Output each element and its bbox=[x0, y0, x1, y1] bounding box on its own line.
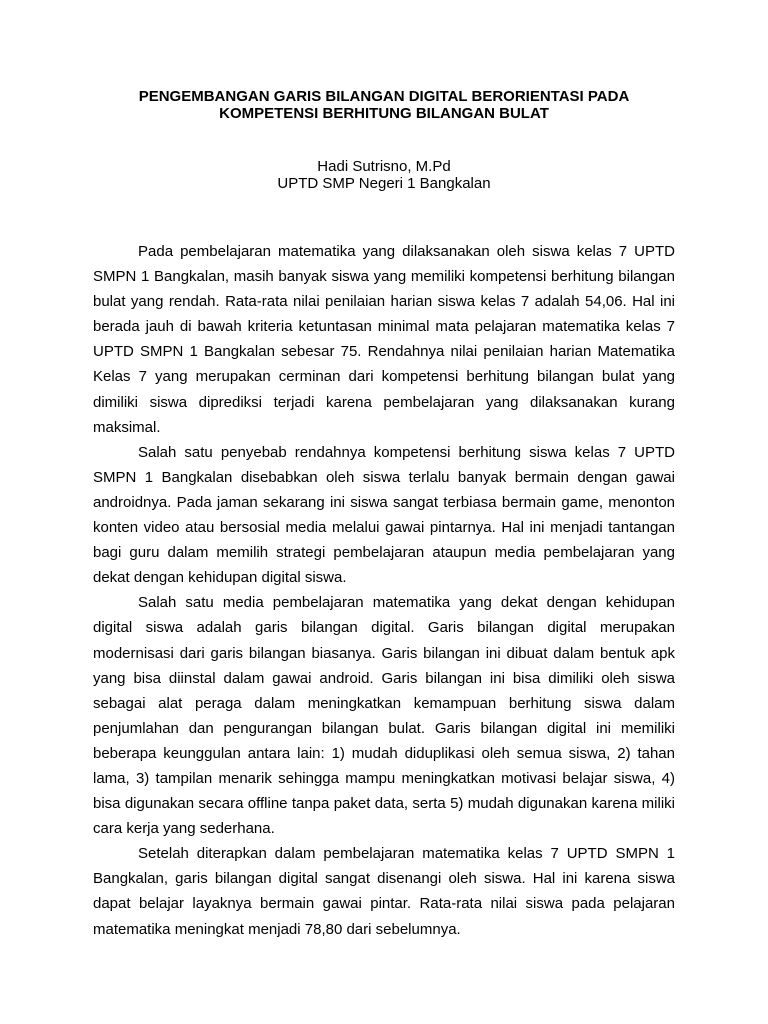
paper-title-line-1: PENGEMBANGAN GARIS BILANGAN DIGITAL BERORIENTASI PADA bbox=[138, 88, 630, 105]
document-page bbox=[93, 0, 675, 942]
body-paragraph-4: Setelah diterapkan dalam pembelajaran matematika kelas 7 UPTD SMPN 1 Bangkalan, garis bilangan digital sangat disenangi oleh siswa. Hal ini karena siswa dapat belajar layaknya bermain gawai pintar. Rata-rata nilai siswa pada pelajaran matematika meningkat menjadi 78,80 dari sebelumnya. bbox=[93, 845, 675, 938]
paper-body bbox=[93, 239, 675, 942]
body-paragraph-3: Salah satu media pembelajaran matematika yang dekat dengan kehidupan digital siswa adalah garis bilangan digital. Garis bilangan digital merupakan modernisasi dari garis bilangan biasanya. Garis bilangan ini dibuat dalam bentuk apk yang bisa diinstal dalam gawai android. Garis bilangan ini bisa dimiliki oleh siswa sebagai alat peraga dalam meningkatkan kemampuan berhitung siswa dalam penjumlahan dan pengurangan bilangan bulat. Garis bilangan digital ini memiliki beberapa keunggulan antara lain: 1) mudah diduplikasi oleh semua siswa, 2) tahan lama, 3) tampilan menarik sehingga mampu meningkatkan motivasi belajar siswa, 4) bisa digunakan secara offline tanpa paket data, serta 5) mudah digunakan karena miliki cara kerja yang sederhana. bbox=[93, 594, 675, 838]
paper-title-line-2: KOMPETENSI BERHITUNG BILANGAN BULAT bbox=[219, 105, 549, 122]
body-paragraph-2: Salah satu penyebab rendahnya kompetensi berhitung siswa kelas 7 UPTD SMPN 1 Bangkalan disebabkan oleh siswa terlalu banyak bermain dengan gawai androidnya. Pada jaman sekarang ini siswa sangat terbiasa bermain game, menonton konten video atau bersosial media melalui gawai pintarnya. Hal ini menjadi tantangan bagi guru dalam memilih strategi pembelajaran ataupun media pembelajaran yang dekat dengan kehidupan digital siswa. bbox=[93, 443, 675, 587]
author-block bbox=[93, 158, 675, 192]
paper-title bbox=[93, 88, 675, 122]
body-paragraph-1: Pada pembelajaran matematika yang dilaksanakan oleh siswa kelas 7 UPTD SMPN 1 Bangkalan, masih banyak siswa yang memiliki kompetensi berhitung bilangan bulat yang rendah. Rata-rata nilai penilaian harian siswa kelas 7 adalah 54,06. Hal ini berada jauh di bawah kriteria ketuntasan minimal mata pelajaran matematika kelas 7 UPTD SMPN 1 Bangkalan sebesar 75. Rendahnya nilai penilaian harian Matematika Kelas 7 yang merupakan cerminan dari kompetensi berhitung bilangan bulat yang dimiliki siswa diprediksi terjadi karena pembelajaran yang dilaksanakan kurang maksimal. bbox=[93, 243, 675, 436]
author-name: Hadi Sutrisno, M.Pd bbox=[317, 158, 451, 175]
author-affiliation: UPTD SMP Negeri 1 Bangkalan bbox=[277, 175, 491, 192]
